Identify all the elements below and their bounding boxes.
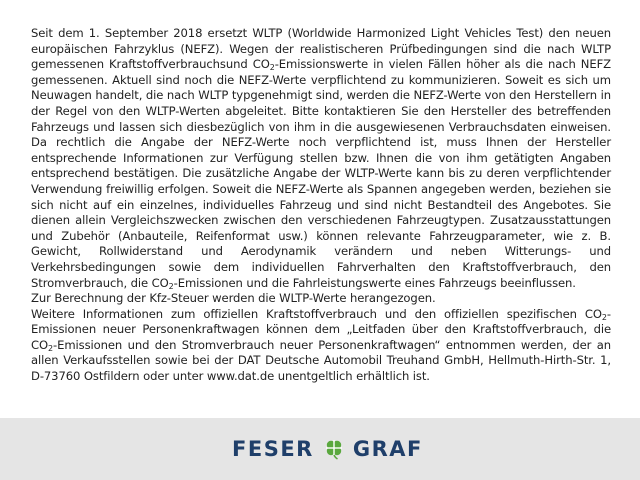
disclaimer-text: Seit dem 1. September 2018 ersetzt WLTP (Worldwide Harmonized Light Vehicles Test) den neuen europäischen Fahrzyklus (NEFZ). Wegen der realistischeren Prüfbedingungen sind die nach WLTP gemessenen Kraftstoffverbrauchsund CO (31, 26, 611, 72)
disclaimer-paragraph-tax: Zur Berechnung der Kfz-Steuer werden die WLTP-Werte herangezogen. (31, 291, 436, 306)
disclaimer-text: -Emissionen und die Fahrleistungswerte eines Fahrzeugs beeinflussen. (173, 275, 576, 290)
disclaimer-paragraph-info (31, 307, 611, 385)
disclaimer-text: Weitere Informationen zum offiziellen Kraftstoffverbrauch und den offiziellen spezifischen CO (31, 306, 602, 321)
disclaimer-text: -Emissionswerte in vielen Fällen höher als die nach NEFZ gemessenen. Aktuell sind noch die NEFZ-Werte verpflichtend zu kommunizieren. Soweit es sich um Neuwagen handelt, die nach WLTP typgenehmigt sind, werden die NEFZ-Werte von den Herstellern in der Regel von den WLTP-Werten abgeleitet. Bitte kontaktieren Sie den Hersteller des betreffenden Fahrzeugs und lassen sich diesbezüglich von ihm in die ausgewiesenen Verbrauchsdaten einweisen. Da rechtlich die Angabe der NEFZ-Werte noch verpflichtend ist, muss Ihnen der Hersteller entsprechende Informationen zur Verfügung stellen bzw. Ihnen die von ihm getätigten Angaben entsprechend bestätigen. Die zusätzliche Angabe der WLTP-Werte kann bis zu deren verpflichtender Verwendung freiwillig erfolgen. Soweit die NEFZ-Werte als Spannen angegeben werden, beziehen sie sich nicht auf ein einzelnes, individuelles Fahrzeug und sind nicht Bestandteil des Angebotes. Sie dienen allein Vergleichszwecken zwischen den verschiedenen Fahrzeugtypen. Zusatzausstattungen und Zubehör (Anbauteile, Reifenformat usw.) können relevante Fahrzeugparameter, wie z. B. Gewicht, Rollwiderstand und Aerodynamik verändern und neben Witterungs- und Verkehrsbedingungen sowie dem individuellen Fahrverhalten den Kraftstoffverbrauch, den Stromverbrauch, die CO (31, 57, 612, 290)
subscript-2: 2 (269, 63, 275, 73)
subscript-2: 2 (601, 312, 607, 322)
subscript-2: 2 (168, 281, 174, 291)
disclaimer-paragraph-wltp (31, 26, 611, 291)
disclaimer-text: -Emissionen neuer Personenkraftwagen können dem „Leitfaden über den Kraftstoffverbrauch, die CO (31, 306, 611, 352)
footer-bar (0, 418, 640, 480)
emissions-disclaimer (31, 26, 611, 385)
feser-graf-logo (232, 436, 423, 462)
logo-word-graf: GRAF (352, 437, 423, 461)
clover-icon (323, 438, 345, 460)
logo-word-feser: FESER (232, 437, 314, 461)
disclaimer-text: -Emissionen und den Stromverbrauch neuer Personenkraftwagen“ entnommen werden, der an allen Verkaufsstellen sowie bei der DAT Deutsche Automobil Treuhand GmbH, Hellmuth-Hirth-Str. 1, D-73760 Ostfildern oder unter www.dat.de unentgeltlich erhältlich ist. (31, 337, 611, 384)
subscript-2: 2 (48, 343, 54, 353)
